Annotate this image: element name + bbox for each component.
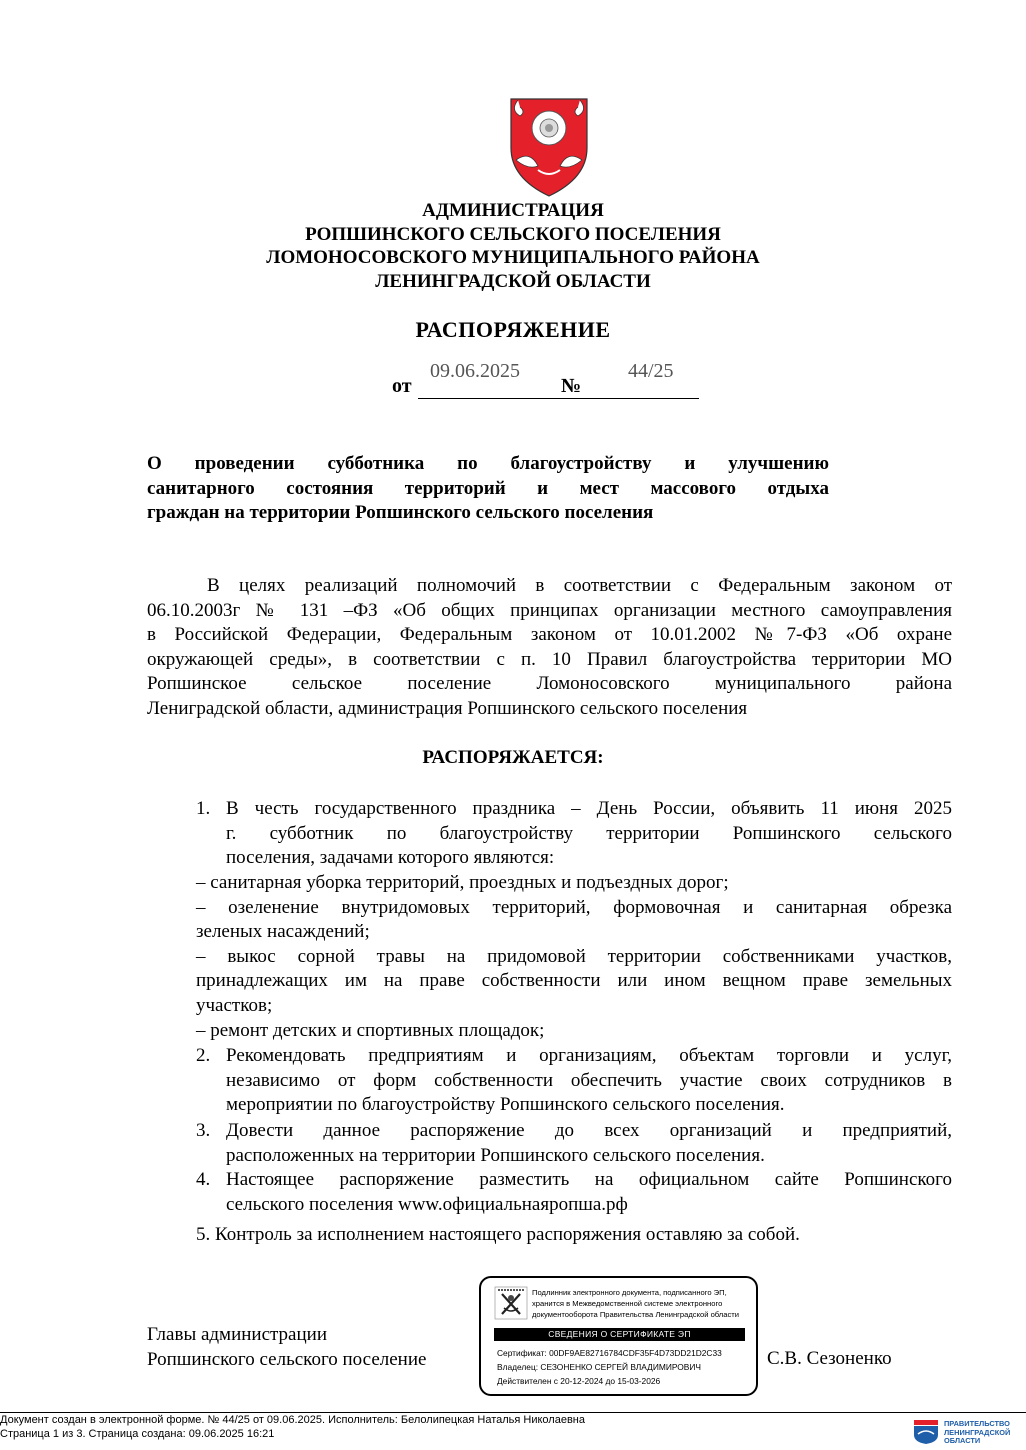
stamp-text-line: хранится в Межведомственной системе электронного: [532, 1299, 723, 1308]
stamp-text: [532, 1287, 739, 1320]
certificate-validity: Действителен с 20-12-2024 до 15-03-2026: [497, 1376, 661, 1386]
preamble-line: Ропшинское сельское поселение Ломоносовского муниципального района: [147, 673, 952, 695]
certificate-details: [497, 1346, 722, 1388]
header-line: РОПШИНСКОГО СЕЛЬСКОГО ПОСЕЛЕНИЯ: [305, 223, 721, 245]
document-subject: [147, 452, 829, 526]
certificate-number: Сертификат: 00DF9AE82716784CDF35F4D73DD21D2C33: [497, 1348, 722, 1358]
certificate-info-bar: СВЕДЕНИЯ О СЕРТИФИКАТЕ ЭП: [494, 1328, 745, 1341]
subject-line: граждан на территории Ропшинского сельского поселения: [147, 502, 654, 523]
preamble-line: В целях реализаций полномочий в соответствии с Федеральным законом от: [207, 575, 952, 596]
item-line: мероприятии по благоустройству Ропшинского сельского поселения.: [226, 1094, 785, 1116]
subject-line: О проведении субботника по благоустройству и улучшению: [147, 453, 829, 474]
page-footer: [0, 1413, 585, 1441]
task-line: принадлежащих им на праве собственности или ином вещном праве земельных: [196, 970, 952, 992]
government-logo-text: [944, 1420, 1026, 1446]
item-line: Настоящее распоряжение разместить на официальном сайте Ропшинского: [226, 1169, 952, 1190]
subject-line: санитарного состояния территорий и мест массового отдыха: [147, 477, 829, 499]
e-signature-stamp: [479, 1276, 758, 1396]
order-item-5: 5. Контроль за исполнением настоящего распоряжения оставляю за собой.: [196, 1224, 800, 1245]
government-logo-line: ОБЛАСТИ: [944, 1436, 981, 1446]
stamp-text-line: документооборота Правительства Ленинградской области: [532, 1310, 739, 1319]
footer-line: Страница 1 из 3. Страница создана: 09.06.2025 16:21: [0, 1428, 275, 1440]
header-line: ЛОМОНОСОВСКОГО МУНИЦИПАЛЬНОГО РАЙОНА: [266, 247, 760, 268]
task-line: – санитарная уборка территорий, проездных и подъездных дорог;: [196, 872, 729, 893]
task-line: – выкос сорной травы на придомовой территории собственниками участков,: [196, 945, 952, 967]
order-item-1: [226, 797, 952, 871]
header-line: АДМИНИСТРАЦИЯ: [422, 200, 604, 221]
item-number: 3.: [196, 1120, 211, 1141]
document-date: 09.06.2025: [430, 360, 520, 382]
item-line: г. субботник по благоустройству территории Ропшинского сельского: [226, 822, 952, 844]
preamble-line: 06.10.2003г № 131 –ФЗ «Об общих принципах организации местного самоуправления: [147, 599, 952, 621]
header-line: ЛЕНИНГРАДСКОЙ ОБЛАСТИ: [375, 270, 651, 292]
position-line: Ропшинского сельского поселение: [147, 1348, 427, 1370]
item-line: поселения, задачами которого являются:: [226, 847, 555, 869]
item-number: 4.: [196, 1169, 211, 1190]
organization-header: [0, 199, 1026, 293]
item-number: 2.: [196, 1045, 211, 1066]
preamble-line: Лениградской области, администрация Ропшинского сельского поселения: [147, 697, 748, 719]
item-line: Рекомендовать предприятиям и организациям, объектам торговли и услуг,: [226, 1045, 952, 1066]
ship-emblem-icon: [494, 1286, 528, 1320]
task-line: участков;: [196, 994, 273, 1016]
footer-line: Документ создан в электронной форме. № 44/25 от 09.06.2025. Исполнитель: Белолипецкая Наталья Николаевна: [0, 1414, 585, 1426]
order-heading: РАСПОРЯЖАЕТСЯ:: [422, 747, 604, 768]
document-type-title: РАСПОРЯЖЕНИЕ: [415, 317, 611, 342]
date-from-label: от: [392, 375, 412, 397]
number-sign: №: [561, 375, 582, 397]
preamble-line: окружающей среды», в соответствии с п. 10 Правил благоустройства территории МО: [147, 648, 952, 670]
preamble-line: в Российской Федерации, Федеральным законом от 10.01.2002 №7-ФЗ «Об охране: [147, 624, 952, 646]
position-line: Главы администрации: [147, 1324, 327, 1345]
stamp-text-line: Подлинник электронного документа, подписанного ЭП,: [532, 1288, 727, 1297]
task-list: [196, 871, 952, 1043]
date-number-underline: [418, 398, 699, 399]
item-line: Довести данное распоряжение до всех организаций и предприятий,: [226, 1120, 952, 1141]
task-line: зеленых насаждений;: [196, 921, 370, 943]
task-line: – озеленение внутридомовых территорий, формовочная и санитарная обрезка: [196, 896, 952, 918]
government-emblem-icon: [913, 1419, 939, 1445]
signatory-name: С.В. Сезоненко: [767, 1348, 892, 1369]
document-number: 44/25: [628, 360, 674, 382]
government-logo-line: ЛЕНИНГРАДСКОЙ: [944, 1427, 1011, 1437]
signatory-position: [147, 1323, 426, 1372]
certificate-owner: Владелец: СЕЗОНЕНКО СЕРГЕЙ ВЛАДИМИРОВИЧ: [497, 1362, 701, 1372]
item-line: В честь государственного праздника – День России, объявить 11 июня 2025: [226, 798, 952, 819]
item-line: сельского поселения www.официальнаяропша.рф: [226, 1193, 628, 1215]
item-line: независимо от форм собственности обеспечить участие своих сотрудников в: [226, 1069, 952, 1091]
order-item-4: [226, 1168, 952, 1217]
item-line: расположенных на территории Ропшинского сельского поселения.: [226, 1144, 765, 1166]
government-logo: [913, 1419, 1011, 1450]
preamble-paragraph: [147, 574, 952, 722]
order-item-2: [226, 1044, 952, 1118]
government-logo-line: ПРАВИТЕЛЬСТВО: [944, 1419, 1010, 1428]
item-number: 1.: [196, 798, 211, 819]
order-item-3: [226, 1119, 952, 1168]
task-line: – ремонт детских и спортивных площадок;: [196, 1019, 545, 1041]
coat-of-arms-icon: [508, 96, 590, 203]
